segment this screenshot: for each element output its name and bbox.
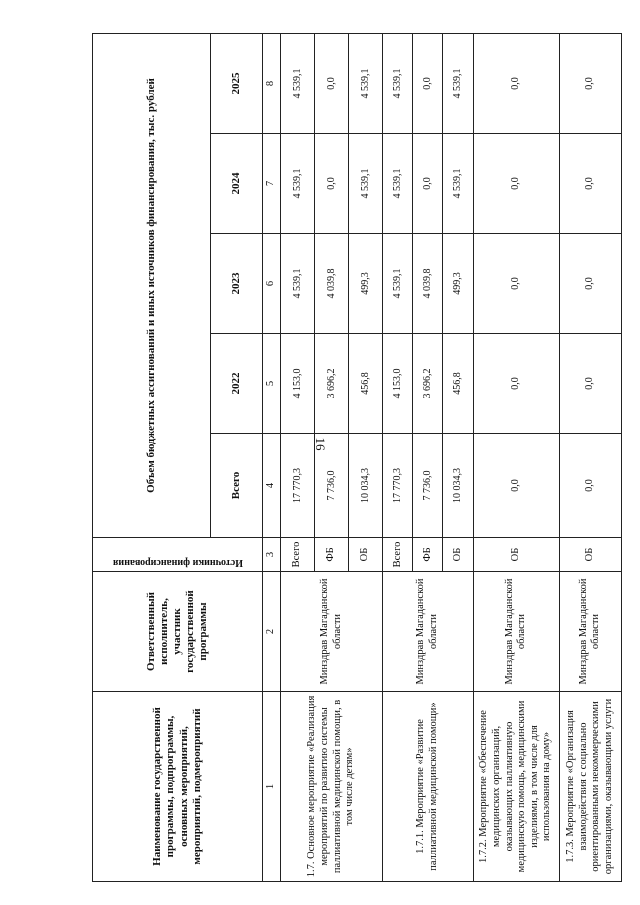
row-executor: Минздрав Магаданской области [383,572,473,692]
row-name: 1.7.2. Мероприятие «Обеспечение медицинских организаций, оказывающих паллиативную медицинскую помощь, медицинскими изделиями, в том числе для использования на дому» [473,692,559,882]
cell-value: 3 696,2 [413,334,443,434]
table-wrapper [92,34,622,882]
cell-value: 0,0 [473,334,559,434]
cell-value: 0,0 [473,134,559,234]
cell-value: 3 696,2 [315,334,349,434]
header-year-2025: 2025 [211,33,263,133]
row-source: ОБ [349,538,383,572]
row-source: Всего [383,538,413,572]
cell-value: 0,0 [413,33,443,133]
row-source: ФБ [413,538,443,572]
header-source-text: Источники финансирования [112,557,243,568]
cell-value: 456,8 [349,334,383,434]
cell-value: 0,0 [315,33,349,133]
row-source: Всего [281,538,315,572]
table-row [473,33,559,881]
cell-value: 7 736,0 [315,434,349,538]
col-num: 5 [263,334,281,434]
table-row [559,33,621,881]
cell-value: 4 039,8 [413,234,443,334]
cell-value: 0,0 [473,33,559,133]
rotated-table-container [92,34,622,882]
cell-value: 4 539,1 [443,33,473,133]
cell-value: 0,0 [559,33,621,133]
header-name: Наименование государственной программы, подпрограммы, основных мероприятий, мероприятий, подмероприятий [93,692,263,882]
cell-value: 4 539,1 [383,134,413,234]
cell-value: 0,0 [559,234,621,334]
cell-value: 4 153,0 [281,334,315,434]
cell-value: 0,0 [559,134,621,234]
header-year-total: Всего [211,434,263,538]
budget-table [92,33,622,882]
cell-value: 0,0 [413,134,443,234]
row-name: 1.7. Основное мероприятие «Реализация мероприятий по развитию системы паллиативной медицинской помощи, в том числе детям» [281,692,383,882]
cell-value: 0,0 [559,334,621,434]
row-executor: Минздрав Магаданской области [559,572,621,692]
row-executor: Минздрав Магаданской области [281,572,383,692]
cell-value: 0,0 [473,234,559,334]
row-name: 1.7.3. Мероприятие «Организация взаимодействия с социально ориентированными некоммерческими организациями, оказывающими услуги [559,692,621,882]
col-num: 8 [263,33,281,133]
cell-value: 4 539,1 [349,134,383,234]
cell-value: 7 736,0 [413,434,443,538]
header-year-2023: 2023 [211,234,263,334]
col-num: 4 [263,434,281,538]
cell-value: 0,0 [559,434,621,538]
header-source [93,538,263,572]
col-num: 3 [263,538,281,572]
row-source: ФБ [315,538,349,572]
cell-value: 4 539,1 [281,33,315,133]
col-num: 1 [263,692,281,882]
cell-value: 0,0 [315,134,349,234]
col-num: 6 [263,234,281,334]
col-num: 2 [263,572,281,692]
row-executor: Минздрав Магаданской области [473,572,559,692]
page-number: 16 [313,437,328,451]
table-row [281,33,315,881]
cell-value: 17 770,3 [383,434,413,538]
row-source: ОБ [443,538,473,572]
cell-value: 4 539,1 [383,33,413,133]
row-source: ОБ [473,538,559,572]
cell-value: 17 770,3 [281,434,315,538]
table-row [383,33,413,881]
cell-value: 4 539,1 [383,234,413,334]
row-name: 1.7.1. Мероприятие «Развитие паллиативной медицинской помощи» [383,692,473,882]
cell-value: 10 034,3 [349,434,383,538]
cell-value: 4 539,1 [281,234,315,334]
cell-value: 0,0 [473,434,559,538]
col-num: 7 [263,134,281,234]
cell-value: 4 539,1 [281,134,315,234]
cell-value: 499,3 [349,234,383,334]
header-executor: Ответственный исполнитель, участник государственной программы [93,572,263,692]
cell-value: 4 539,1 [443,134,473,234]
cell-value: 10 034,3 [443,434,473,538]
header-year-2022: 2022 [211,334,263,434]
cell-value: 499,3 [443,234,473,334]
row-source: ОБ [559,538,621,572]
cell-value: 4 153,0 [383,334,413,434]
header-volume: Объем бюджетных ассигнований и иных источников финансирования, тыс. рублей [93,33,211,537]
header-year-2024: 2024 [211,134,263,234]
cell-value: 4 039,8 [315,234,349,334]
cell-value: 4 539,1 [349,33,383,133]
cell-value: 456,8 [443,334,473,434]
